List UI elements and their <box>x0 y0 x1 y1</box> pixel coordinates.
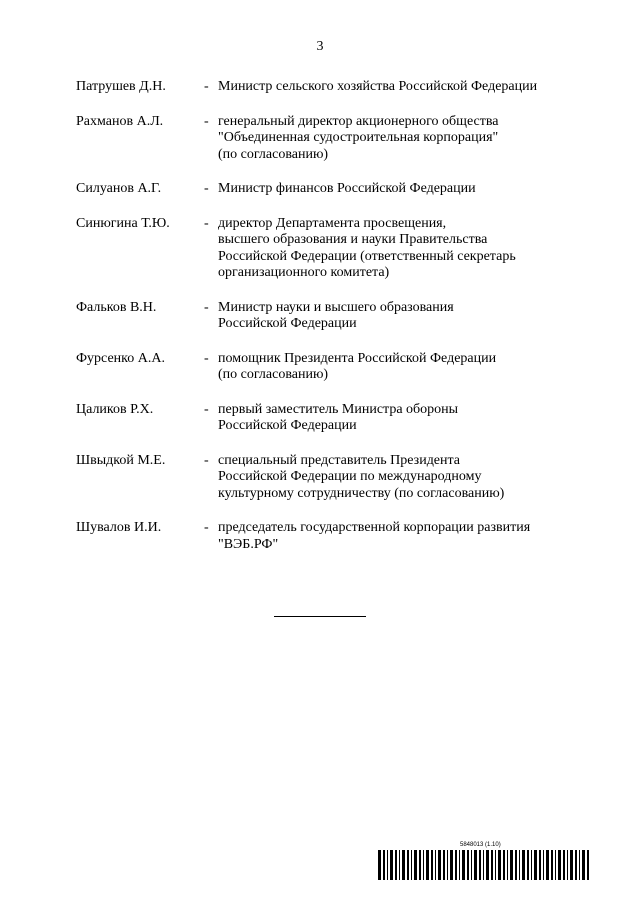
member-dash: - <box>204 79 209 94</box>
member-name: Синюгина Т.Ю. <box>76 215 170 231</box>
member-role-line: председатель государственной корпорации развития <box>218 520 531 535</box>
member-row <box>76 300 596 333</box>
member-role-line: Министр сельского хозяйства Российской Федерации <box>218 79 538 94</box>
barcode-bar <box>399 850 400 880</box>
member-role-line: Российской Федерации <box>218 316 357 331</box>
barcode-bar <box>419 850 421 880</box>
barcode-bar <box>411 850 412 880</box>
member-role <box>218 79 596 96</box>
member-dash: - <box>204 520 209 535</box>
member-dash: - <box>204 299 209 315</box>
member-role <box>218 520 596 553</box>
barcode-bar <box>402 850 405 880</box>
barcode-caption: 5848013 (1.10) <box>460 842 501 848</box>
member-role-line: "Объединенная судостроительная корпорация" <box>218 130 499 145</box>
member-role-line: Министр финансов Российской Федерации <box>218 181 476 196</box>
barcode-bar <box>515 850 517 880</box>
barcode-bar <box>539 850 541 880</box>
member-row <box>76 351 596 384</box>
member-role-line: Министр науки и высшего образования <box>218 299 454 315</box>
member-name: Патрушев Д.Н. <box>76 79 166 94</box>
barcode-bar <box>567 850 568 880</box>
barcode-bar <box>534 850 537 880</box>
barcode-bar <box>387 850 388 880</box>
member-role <box>218 216 596 282</box>
member-dash: - <box>204 401 209 417</box>
member-role-line: Российской Федерации (ответственный секретарь <box>218 248 516 264</box>
barcode-bar <box>546 850 549 880</box>
member-name: Цаликов Р.Х. <box>76 401 154 417</box>
document-barcode <box>378 842 590 880</box>
barcode-bar <box>447 850 448 880</box>
member-row <box>76 402 596 435</box>
member-role-line: Российской Федерации <box>218 418 357 433</box>
member-name: Швыдкой М.Е. <box>76 452 166 468</box>
barcode-bar <box>426 850 429 880</box>
barcode-bars <box>378 850 590 880</box>
barcode-bar <box>575 850 577 880</box>
barcode-bar <box>498 850 501 880</box>
barcode-bar <box>551 850 553 880</box>
member-role-line: "ВЭБ.РФ" <box>218 536 279 552</box>
member-role <box>218 181 596 198</box>
barcode-bar <box>383 850 385 880</box>
member-role-line: первый заместитель Министра обороны <box>218 401 459 417</box>
member-role-line: культурному сотрудничеству (по согласованию) <box>218 485 505 501</box>
member-role-line: помощник Президента Российской Федерации <box>218 350 497 366</box>
member-role-line: генеральный директор акционерного общества <box>218 113 499 129</box>
barcode-bar <box>531 850 532 880</box>
member-row <box>76 79 596 96</box>
barcode-bar <box>510 850 513 880</box>
barcode-bar <box>563 850 565 880</box>
barcode-bar <box>483 850 484 880</box>
member-name: Фурсенко А.А. <box>76 350 165 366</box>
member-role-line: (по согласованию) <box>218 367 329 382</box>
barcode-bar <box>587 850 589 880</box>
member-list <box>76 79 596 571</box>
member-role-line: специальный представитель Президента <box>218 452 461 468</box>
barcode-bar <box>471 850 472 880</box>
page-number: 3 <box>316 39 324 54</box>
member-role-line: директор Департамента просвещения, <box>218 215 447 231</box>
barcode-bar <box>390 850 393 880</box>
barcode-bar <box>522 850 525 880</box>
member-name: Силуанов А.Г. <box>76 181 162 196</box>
barcode-bar <box>579 850 580 880</box>
member-dash: - <box>204 452 209 468</box>
barcode-bar <box>555 850 556 880</box>
barcode-bar <box>507 850 508 880</box>
barcode-bar <box>467 850 469 880</box>
member-name: Фальков В.Н. <box>76 299 157 315</box>
member-role <box>218 453 596 503</box>
barcode-bar <box>519 850 520 880</box>
member-row <box>76 181 596 198</box>
barcode-bar <box>486 850 489 880</box>
member-row <box>76 520 596 553</box>
barcode-bar <box>414 850 417 880</box>
barcode-bar <box>543 850 544 880</box>
member-role-line: (по согласованию) <box>218 146 329 162</box>
barcode-bar <box>479 850 481 880</box>
member-role-line: организационного комитета) <box>218 265 390 280</box>
member-role <box>218 402 596 435</box>
member-name: Шувалов И.И. <box>76 520 162 535</box>
barcode-bar <box>503 850 505 880</box>
barcode-bar <box>450 850 453 880</box>
barcode-bar <box>455 850 457 880</box>
barcode-bar <box>378 850 381 880</box>
member-name: Рахманов А.Л. <box>76 113 164 129</box>
barcode-bar <box>395 850 397 880</box>
barcode-bar <box>474 850 477 880</box>
member-dash: - <box>204 215 209 231</box>
member-row <box>76 114 596 164</box>
barcode-bar <box>495 850 496 880</box>
member-dash: - <box>204 350 209 366</box>
barcode-bar <box>443 850 445 880</box>
barcode-bar <box>527 850 529 880</box>
member-role <box>218 114 596 164</box>
member-role <box>218 300 596 333</box>
barcode-bar <box>462 850 465 880</box>
member-role-line: высшего образования и науки Правительства <box>218 232 488 247</box>
end-of-list-rule <box>274 616 366 617</box>
barcode-bar <box>435 850 436 880</box>
barcode-bar <box>491 850 493 880</box>
barcode-bar <box>423 850 424 880</box>
barcode-bar <box>570 850 573 880</box>
member-dash: - <box>204 181 209 196</box>
barcode-bar <box>582 850 585 880</box>
member-role <box>218 351 596 384</box>
barcode-bar <box>459 850 460 880</box>
barcode-bar <box>407 850 409 880</box>
member-role-line: Российской Федерации по международному <box>218 469 482 484</box>
barcode-bar <box>558 850 561 880</box>
barcode-bar <box>438 850 441 880</box>
member-dash: - <box>204 113 209 129</box>
barcode-bar <box>431 850 433 880</box>
member-row <box>76 453 596 503</box>
member-row <box>76 216 596 282</box>
